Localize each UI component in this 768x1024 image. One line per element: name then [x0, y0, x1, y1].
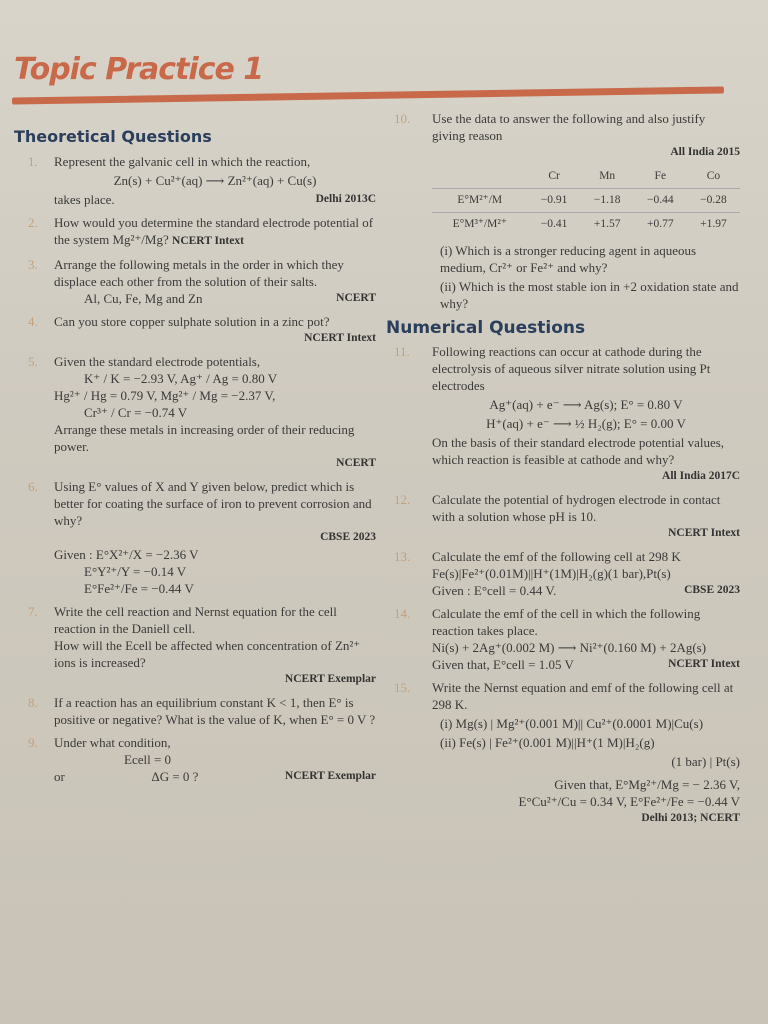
- given-value: Given : E°X²⁺/X = −2.36 V: [54, 547, 199, 562]
- table-cell: +0.77: [646, 218, 674, 230]
- right-column: [386, 110, 740, 833]
- table-row: [432, 213, 740, 237]
- question-text: Write the Nernst equation and emf of the following cell at 298 K.: [432, 680, 734, 712]
- question-text: Arrange the following metals in the order in which they displace each other from the solution of their salts.: [54, 257, 344, 289]
- given-value: E°Y²⁺/Y = −0.14 V: [84, 564, 187, 579]
- question-text: How would you determine the standard electrode potential of the system Mg²⁺/Mg?: [54, 215, 374, 247]
- question-number: 13.: [394, 549, 411, 564]
- potential-line: Hg²⁺ / Hg = 0.79 V, Mg²⁺ / Mg = −2.37 V,: [54, 388, 276, 403]
- table-header: [432, 165, 528, 189]
- question-text: Calculate the emf of the cell in which the following reaction takes place.: [432, 606, 701, 638]
- theoretical-heading: Theoretical Questions: [14, 127, 212, 146]
- source-tag: NCERT Exemplar: [284, 770, 376, 782]
- sub-question: (i) Which is a stronger reducing agent in aqueous medium, Cr²⁺ or Fe²⁺ and why?: [440, 243, 697, 275]
- question-text: On the basis of their standard electrode potential values, which reaction is feasible at cathode and why?: [432, 435, 725, 467]
- table-header: Mn: [581, 165, 634, 189]
- question-number: 15.: [394, 680, 411, 695]
- source-tag: NCERT Intext: [668, 527, 740, 539]
- sub-question: (1 bar) | Pt(s): [671, 754, 740, 769]
- question-9: [14, 734, 376, 785]
- question-10: [392, 110, 740, 312]
- question-number: 12.: [394, 492, 411, 507]
- source-tag: NCERT: [336, 292, 376, 304]
- or-label: or: [54, 769, 65, 784]
- question-number: 9.: [28, 735, 38, 750]
- question-number: 14.: [394, 606, 411, 621]
- question-1: [14, 153, 376, 208]
- topic-underline: [12, 86, 724, 104]
- question-text: Arrange these metals in increasing order of their reducing power.: [54, 422, 355, 454]
- source-tag: NCERT: [336, 457, 376, 469]
- question-text: Use the data to answer the following and also justify giving reason: [432, 111, 706, 143]
- given-value: Given that, E°Mg²⁺/Mg = − 2.36 V,: [554, 777, 740, 792]
- table-row: [432, 189, 740, 213]
- source-tag: All India 2017C: [662, 470, 740, 482]
- question-text: Can you store copper sulphate solution in a zinc pot?: [54, 314, 330, 329]
- question-number: 3.: [28, 257, 38, 272]
- table-cell: −1.18: [581, 189, 634, 213]
- question-8: [14, 694, 376, 728]
- source-tag: NCERT Intext: [172, 235, 244, 247]
- question-text: Under what condition,: [54, 735, 171, 750]
- question-text: Represent the galvanic cell in which the reaction,: [54, 154, 311, 169]
- question-text: Following reactions can occur at cathode during the electrolysis of aqueous silver nitrate solution using Pt electrodes: [432, 344, 711, 393]
- source-tag: All India 2015: [670, 146, 740, 158]
- table-cell: −0.91: [528, 189, 581, 213]
- sub-question: (ii) Fe(s) | Fe²⁺(0.001 M)||H⁺(1 M)|H₂(g): [440, 735, 655, 750]
- metal-list: Al, Cu, Fe, Mg and Zn: [84, 291, 203, 306]
- question-number: 7.: [28, 604, 38, 619]
- given-value: E°Fe²⁺/Fe = −0.44 V: [84, 581, 194, 596]
- numerical-heading: Numerical Questions: [386, 318, 586, 338]
- table-cell: +1.57: [593, 218, 621, 230]
- question-text: How will the Ecell be affected when concentration of Zn²⁺ ions is increased?: [54, 638, 361, 670]
- table-cell: E°M³⁺/M²⁺: [452, 218, 507, 230]
- question-11: [392, 343, 740, 485]
- reaction: Ni(s) + 2Ag⁺(0.002 M) ⟶ Ni²⁺(0.160 M) + 2Ag(s): [432, 640, 707, 655]
- topic-title: Topic Practice 1: [14, 52, 264, 87]
- table-cell: −0.28: [687, 189, 740, 213]
- reaction: H⁺(aq) + e⁻ ⟶ ½ H₂(g); E° = 0.00 V: [486, 416, 686, 431]
- question-text: takes place.: [54, 192, 115, 207]
- question-7: [14, 603, 376, 688]
- sub-question: (i) Mg(s) | Mg²⁺(0.001 M)|| Cu²⁺(0.0001 M)|Cu(s): [440, 716, 704, 731]
- source-tag: NCERT Intext: [304, 332, 376, 344]
- cell-notation: Fe(s)|Fe²⁺(0.01M)||H⁺(1M)|H₂(g)(1 bar),Pt(s): [432, 566, 671, 581]
- question-13: [392, 548, 740, 599]
- reaction: Ag⁺(aq) + e⁻ ⟶ Ag(s); E° = 0.80 V: [489, 397, 683, 412]
- table-cell: +1.97: [700, 218, 727, 230]
- source-tag: NCERT Intext: [668, 658, 740, 670]
- condition: ΔG = 0 ?: [151, 769, 199, 784]
- source-tag: Delhi 2013C: [315, 193, 376, 205]
- electrode-potential-table: [432, 165, 740, 236]
- question-text: Using E° values of X and Y given below, predict which is better for coating the surface of iron to prevent corrosion and why?: [54, 479, 372, 528]
- question-number: 5.: [28, 354, 38, 369]
- question-number: 10.: [394, 111, 411, 126]
- question-number: 6.: [28, 479, 38, 494]
- question-number: 4.: [28, 314, 38, 329]
- table-header: Fe: [634, 165, 687, 189]
- left-column: [14, 128, 376, 791]
- question-text: Calculate the emf of the following cell at 298 K: [432, 549, 681, 564]
- equation: Zn(s) + Cu²⁺(aq) ⟶ Zn²⁺(aq) + Cu(s): [113, 173, 317, 188]
- question-5: [14, 353, 376, 472]
- question-4: [14, 313, 376, 347]
- table-header: Cr: [528, 165, 581, 189]
- question-3: [14, 256, 376, 307]
- question-6: [14, 478, 376, 597]
- table-cell: E°M²⁺/M: [432, 189, 528, 213]
- question-text: Calculate the potential of hydrogen electrode in contact with a solution whose pH is 10.: [432, 492, 721, 524]
- question-2: [14, 214, 376, 250]
- question-number: 2.: [28, 215, 38, 230]
- question-text: Write the cell reaction and Nernst equation for the cell reaction in the Daniell cell.: [54, 604, 337, 636]
- given-value: E°Cu²⁺/Cu = 0.34 V, E°Fe²⁺/Fe = −0.44 V: [518, 794, 740, 809]
- source-tag: NCERT Exemplar: [284, 673, 376, 685]
- condition: Ecell = 0: [124, 752, 172, 767]
- question-12: [392, 491, 740, 542]
- question-number: 11.: [394, 344, 410, 359]
- potential-line: K⁺ / K = −2.93 V, Ag⁺ / Ag = 0.80 V: [84, 371, 278, 386]
- source-tag: CBSE 2023: [684, 584, 740, 596]
- given-value: Given that, E°cell = 1.05 V: [432, 657, 574, 672]
- question-14: [392, 605, 740, 673]
- source-tag: Delhi 2013; NCERT: [641, 812, 740, 824]
- table-cell: −0.44: [634, 189, 687, 213]
- table-cell: −0.41: [540, 218, 568, 230]
- question-number: 8.: [28, 695, 38, 710]
- table-header: Co: [687, 165, 740, 189]
- question-text: Given the standard electrode potentials,: [54, 354, 261, 369]
- question-text: If a reaction has an equilibrium constant K < 1, then E° is positive or negative? What is the value of K, when E° = 0 V ?: [54, 695, 376, 727]
- given-value: Given : E°cell = 0.44 V.: [432, 583, 557, 598]
- potential-line: Cr³⁺ / Cr = −0.74 V: [84, 405, 188, 420]
- question-15: [392, 679, 740, 827]
- sub-question: (ii) Which is the most stable ion in +2 oxidation state and why?: [440, 279, 739, 311]
- source-tag: CBSE 2023: [320, 531, 376, 543]
- question-number: 1.: [28, 154, 38, 169]
